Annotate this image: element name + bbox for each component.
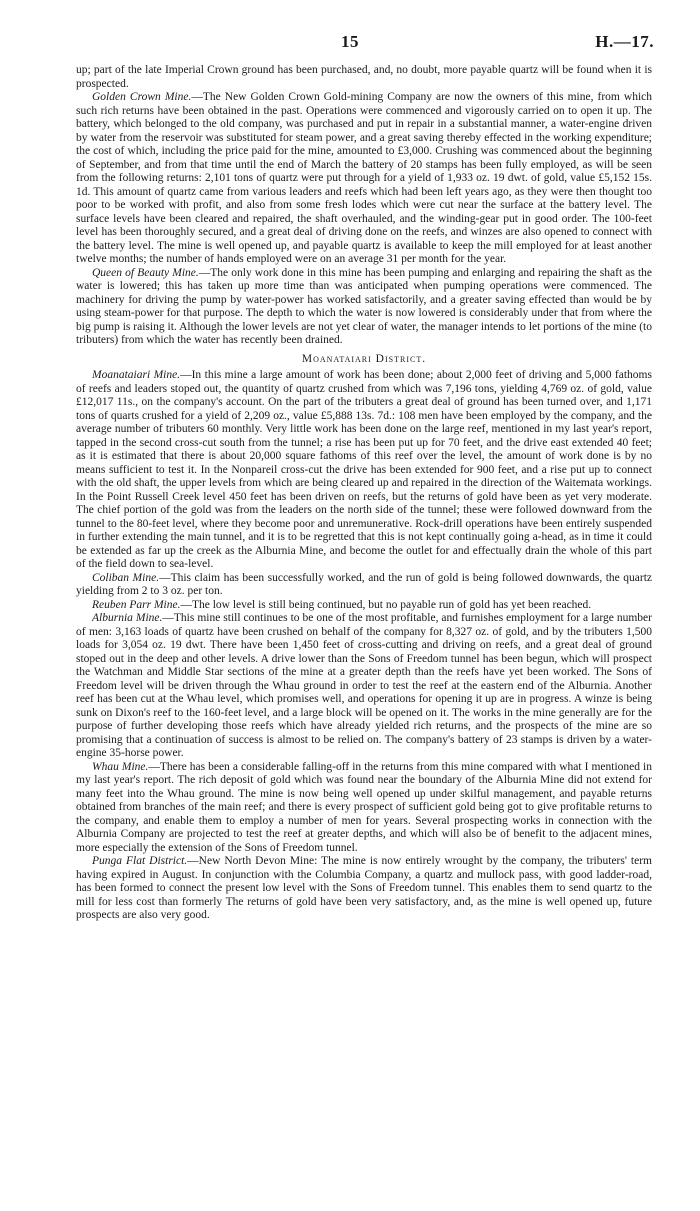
page-header	[0, 32, 700, 54]
paragraph	[76, 612, 652, 761]
paragraph	[76, 599, 652, 613]
paragraph-lead: Alburnia Mine.	[92, 612, 163, 624]
page-number: 15	[341, 32, 359, 51]
paragraph-lead: Moanataiari Mine.	[92, 369, 181, 381]
document-body	[76, 64, 652, 923]
paragraph	[76, 91, 652, 267]
paragraph-lead: Queen of Beauty Mine.	[92, 266, 199, 279]
paragraph-text: —This mine still continues to be one of the most profitable, and furnishes employment for a large number of men: 3,163 loads of quartz have been crushed on behalf of the company for 8,327 oz. of gold, and by the tributers 1,500 loads for 3,054 oz. 19 dwt. There have been 1,450 feet of cross-cutting and driving on reefs, and a great deal of ground stoped out in the deep and other levels. A drive lower than the Sons of Freedom tunnel has been begun, which will prospect the Watchman and Middle Star sections of the mine at a greater depth than the reefs have yet been worked. The Sons of Freedom level will be driven through the Whau ground in order to test the reef at the eastern end of the Alburnia. Another reef has been cut at the Whau level, which promises well, and operations for opening it up are in progress. A winze is being sunk on Dixon's reef to the 160-feet level, and a large block will be opened on it. The works in the mine generally are for the purpose of further developing those reefs which have already yielded rich returns, and the prospects of the mine are so promising that a continuation of success is almost to be relied on. The company's battery of 23 stamps is driven by a water-engine 35-horse power.	[76, 612, 652, 759]
paragraph-text: —The low level is still being continued, but no payable run of gold has yet been reached.	[180, 598, 592, 611]
paragraph	[76, 369, 652, 572]
paragraph	[76, 855, 652, 923]
paragraph-text: —The New Golden Crown Gold-mining Company are now the owners of this mine, from which such rich returns have been obtained in the past. Operations were commenced and vigorously carried on to open it up. The battery, which belonged to the old company, was purchased and put in repair in a substantial manner, a water-engine driven by water from the reservoir was substituted for steam power, and a great saving thereby effected in the working expenditure; the cost of which, including the price paid for the mine, amounted to £3,000. Crushing was commenced about the beginning of September, and from that time until the end of March the battery of 20 stamps has been fully employed, as will be seen from the following returns: 2,101 tons of quartz were put through for a yield of 1,933 oz. 19 dwt. of gold, value £5,152 15s. 1d. This amount of quartz came from various leaders and reefs which had been left years ago, as they were then thought too poor to be worked with profit, and also from some fresh lodes which were cut near the surface at the battery level. The surface levels have been cleared and repaired, the shaft overhauled, and the winding-gear put in good order. The 100-feet level has been thoroughly secured, and a great deal of driving done on the reefs, and winzes are also opened to connect with the battery level. The mine is well opened up, and payable quartz is available to keep the mill employed for at least another twelve months; the number of hands employed were on an average 31 per month for the year.	[76, 91, 652, 265]
paragraph	[76, 267, 652, 348]
section-heading: Moanataiari District.	[301, 352, 427, 365]
paragraph-text: —The only work done in this mine has been pumping and enlarging and repairing the shaft as the water is lowered; this has taken up more time than was anticipated when pumping operations were commenced. The machinery for driving the pump by water-power has worked satisfactorily, and a greater saving effected than would be by using steam-power for that purpose. The depth to which the water is now lowered is considerably under that from where the big pump is raising it. Although the lower levels are not yet clear of water, the manager intends to let portions of the mine (to tributers) from which the water has recently been drained.	[76, 266, 653, 346]
paragraph-lead: Coliban Mine.	[92, 571, 160, 584]
paragraph-lead: Punga Flat District.	[92, 855, 188, 867]
paragraph-text: —There has been a considerable falling-off in the returns from this mine compared with what I mentioned in my last year's report. The rich deposit of gold which was found near the boundary of the Alburnia Mine did not extend for many feet into the Whau ground. The mine is now being well opened up under skilful management, and payable returns obtained from branches of the main reef; and there is every prospect of sufficient gold being got to give profitable returns to the company, and enable them to employ a number of men for years. Several prospecting works in connection with the Alburnia Company are projected to test the reef at greater depths, and which will also be of benefit to the adjacent mines, more especially the extension of the Sons of Freedom tunnel.	[76, 760, 652, 854]
document-reference: H.—17.	[595, 32, 654, 51]
paragraph-lead: Whau Mine.	[92, 760, 149, 773]
paragraph	[76, 572, 652, 599]
paragraph-text: up; part of the late Imperial Crown ground has been purchased, and, no doubt, more payable quartz will be found when it is prospected.	[76, 64, 652, 90]
paragraph-text: —This claim has been successfully worked, and the run of gold is being followed downwards, the quartz yielding from 2 to 3 oz. per ton.	[76, 571, 652, 597]
paragraph-lead: Golden Crown Mine.	[92, 91, 192, 103]
paragraph	[76, 761, 652, 856]
paragraph-text: —In this mine a large amount of work has been done; about 2,000 feet of driving and 5,000 fathoms of reefs and leaders stoped out, the quantity of quartz crushed from which was 7,196 tons, yielding 4,769 oz. of gold, value £12,017 11s., on the company's account. On the part of the tributers a great deal of ground has been turned over, and 1,171 tons of quarts crushed for a yield of 2,209 oz., value £5,888 13s. 7d.: 108 men have been employed by the company, and the average number of tributers 60 monthly. Very little work has been done on the large reef, mentioned in my last year's report, tapped in the second cross-cut south from the tunnel; a rise has been put up for 70 feet, and the drive east extended 40 feet; as it is estimated that there is about 20,000 square fathoms of this reef over the level, the amount of work done is by no means sufficient to test it. In the Nonpareil cross-cut the drive has been extended for 900 feet, and a rise put up to connect with the old shaft, the upper levels from which are being cleared up and repaired in the direction of the Waitemata workings. In the Point Russell Creek level 450 feet has been driven on reefs, but the returns of gold have been as yet very moderate. The chief portion of the gold was from the leaders on the north side of the tunnel; these were followed downward from the tunnel to the 80-feet level, where they become poor and unremunerative. Rock-drill operations have been entirely suspended in further extending the main tunnel, and it is to be regretted that this is not kept continually going a-head, as in time it could be extended as far up the creek as the Alburnia Mine, and become the outlet for and effectually drain the whole of this part of the field down to sea-level.	[76, 369, 652, 570]
paragraph-lead: Reuben Parr Mine.	[92, 598, 181, 611]
paragraph	[76, 64, 652, 91]
paragraph-text: —New North Devon Mine: The mine is now entirely wrought by the company, the tributers' term having expired in August. In conjunction with the Columbia Company, a quartz and mullock pass, with good ladder-road, has been formed to connect the present low level with the Sons of Freedom tunnel. This enables them to send quartz to the mill for less cost than formerly The returns of gold have been very satisfactory, and, as the mine is well opened up, future prospects are also very good.	[76, 855, 652, 921]
